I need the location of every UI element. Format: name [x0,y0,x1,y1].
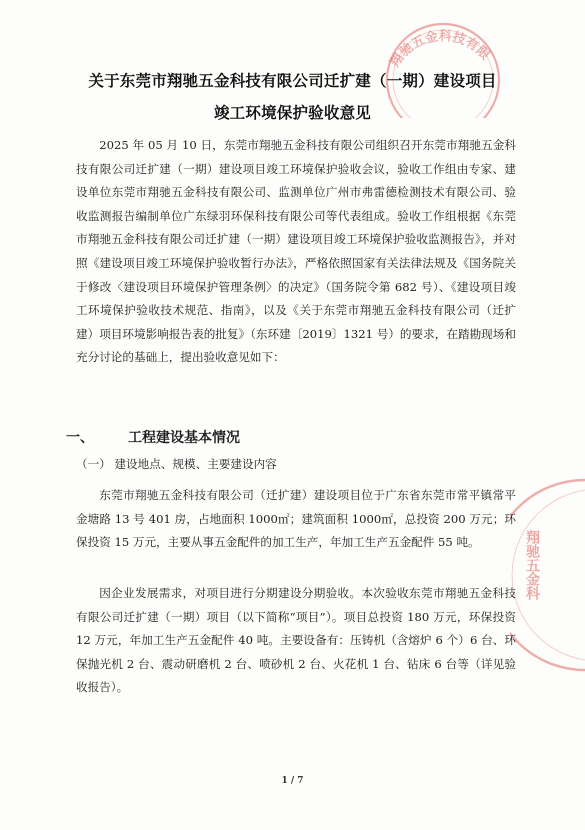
paragraph-phase [76,582,516,700]
paragraph-location-text: 东莞市翔驰五金科技有限公司（迁扩建）建设项目位于广东省东莞市常平镇常平金塘路 13 号 401 房，占地面积 1000㎡；建筑面积 1000㎡，总投资 200 万元；环保投资 15 万元，主要从事五金配件的加工生产，年加工生产五金配件 55 吨。 [76,488,516,550]
section-number: 一、 [66,430,94,446]
section-title: 工程建设基本情况 [128,430,240,446]
page-number: 1 / 7 [281,776,304,786]
subsection-heading-1: （一） 建设地点、规模、主要建设内容 [76,457,277,471]
seal-side-text: 翔驰五金科 [524,530,540,600]
seal-top-text: 翔驰五金科技有限 [387,29,493,71]
paragraph-location [76,484,516,555]
document-title-line-2: 竣工环境保护验收意见 [213,104,371,122]
paragraph-intro-text: 2025 年 05 月 10 日，东莞市翔驰五金科技有限公司组织召开东莞市翔驰五金科技有限公司迁扩建（一期）建设项目竣工环境保护验收会议，验收工作组由专家、建设单位东莞市翔驰五金科技有限公司、监测单位广州市弗雷德检测技术有限公司、验收监测报告编制单位广东绿羽环保科技有限公司等代表组成。验收工作组根据《东莞市翔驰五金科技有限公司迁扩建（一期）建设项目竣工环境保护验收监测报告》，并对照《建设项目竣工环境保护验收暂行办法》，严格依照国家有关法律法规及《国务院关于修改〈建设项目环境保护管理条例〉的决定》（国务院令第 682 号）、《建设项目竣工环境保护验收技术规范、指南》，以及《关于东莞市翔驰五金科技有限公司（迁扩建）项目环境影响报告表的批复》（东环建〔2019〕1321 号）的要求，在踏勘现场和充分讨论的基础上，提出验收意见如下： [76,138,516,365]
document-title-line-1: 关于东莞市翔驰五金科技有限公司迁扩建（一期）建设项目 [88,72,497,90]
svg-text:翔驰五金科技有限 [387,28,493,70]
paragraph-intro [76,134,516,370]
paragraph-phase-text: 因企业发展需求，对项目进行分期建设分期验收。本次验收东莞市翔驰五金科技有限公司迁扩建（一期）项目（以下简称“项目”）。项目总投资 180 万元，环保投资 12 万元，年加工生产五金配件 40 吨。主要设备有：压铸机（含熔炉 6 个）6 台、环保抛光机 2 台、震动研磨机 2 台、喷砂机 2 台、火花机 1 台、钻床 6 台等（详见验收报告）。 [76,586,516,695]
section-heading-1 [66,427,240,447]
company-seal-side [510,470,585,680]
